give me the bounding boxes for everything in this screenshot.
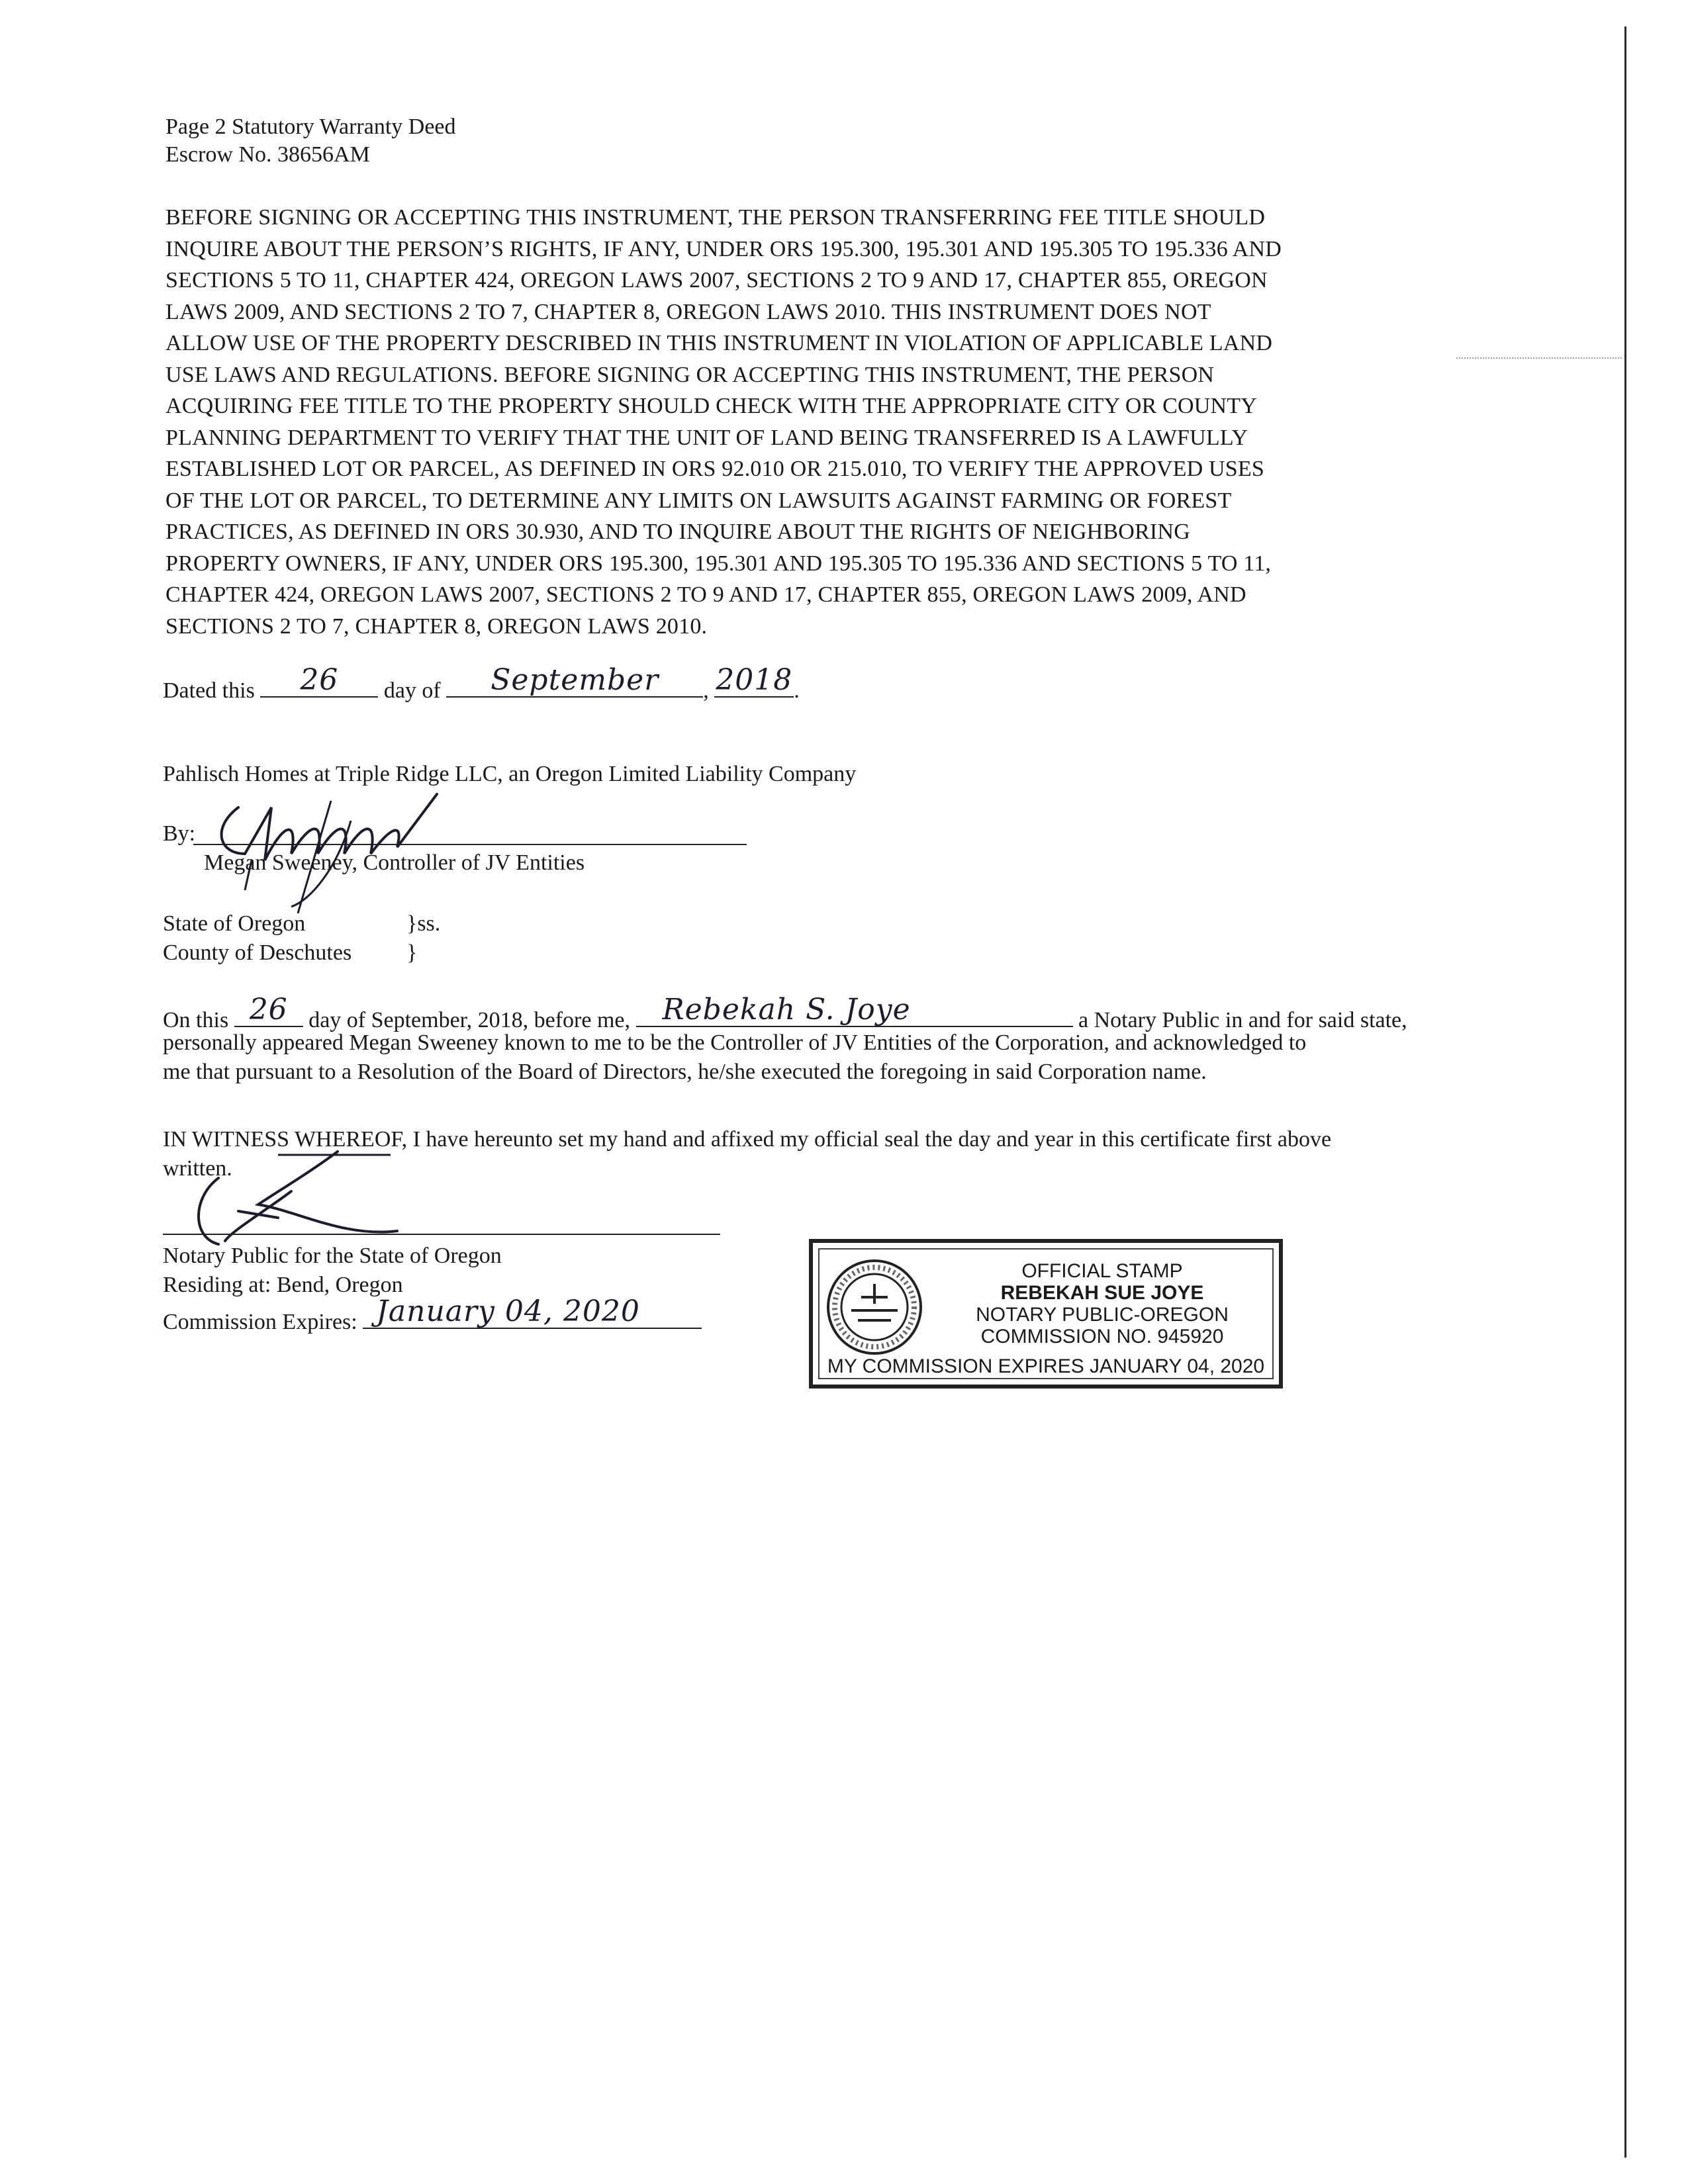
ack-day: 26 bbox=[249, 993, 288, 1026]
acknowledgment-line-2: personally appeared Megan Sweeney known to me to be the Controller of JV Entities of the Corporation, and acknowledged to bbox=[163, 1030, 1307, 1055]
signer-name: Megan Sweeney, Controller of JV Entities bbox=[204, 850, 585, 875]
stamp-line-5: MY COMMISSION EXPIRES JANUARY 04, 2020 bbox=[827, 1355, 1265, 1377]
stamp-line-4: COMMISSION NO. 945920 bbox=[980, 1326, 1224, 1347]
disclosure-line: PLANNING DEPARTMENT TO VERIFY THAT THE UNIT OF LAND BEING TRANSFERRED IS A LAWFULLY bbox=[165, 425, 1248, 450]
commission-date: January 04, 2020 bbox=[376, 1295, 640, 1328]
statutory-disclosure bbox=[165, 202, 1282, 642]
disclosure-line: USE LAWS AND REGULATIONS. BEFORE SIGNING OR ACCEPTING THIS INSTRUMENT, THE PERSON bbox=[165, 362, 1215, 387]
dated-day-blank bbox=[260, 663, 378, 698]
by-label: By: bbox=[163, 821, 196, 846]
scan-dotted-line bbox=[1456, 357, 1622, 359]
venue-county: County of Deschutes bbox=[163, 940, 352, 965]
ack-notary-blank bbox=[636, 993, 1073, 1027]
ack-part2: a Notary Public in and for said state, bbox=[1078, 1008, 1407, 1032]
ack-day-blank bbox=[234, 993, 303, 1027]
stamp-line-3: NOTARY PUBLIC-OREGON bbox=[976, 1304, 1229, 1326]
disclosure-line: OF THE LOT OR PARCEL, TO DETERMINE ANY LIMITS ON LAWSUITS AGAINST FARMING OR FOREST bbox=[165, 488, 1232, 513]
witness-line-2: written. bbox=[163, 1156, 232, 1181]
venue-ss: }ss. bbox=[406, 911, 441, 936]
dated-month-blank bbox=[446, 663, 703, 698]
dated-comma: , bbox=[703, 678, 709, 703]
grantor-company: Pahlisch Homes at Triple Ridge LLC, an Oregon Limited Liability Company bbox=[163, 762, 857, 786]
dated-month: September bbox=[491, 663, 659, 697]
commission-date-blank bbox=[363, 1295, 702, 1329]
commission-label: Commission Expires: bbox=[163, 1310, 357, 1334]
venue-state: State of Oregon bbox=[163, 911, 306, 936]
notary-residing: Residing at: Bend, Oregon bbox=[163, 1273, 403, 1297]
disclosure-line: LAWS 2009, AND SECTIONS 2 TO 7, CHAPTER 8, OREGON LAWS 2010. THIS INSTRUMENT DOES NOT bbox=[165, 299, 1211, 324]
disclosure-line: SECTIONS 5 TO 11, CHAPTER 424, OREGON LAWS 2007, SECTIONS 2 TO 9 AND 17, CHAPTER 855, OREGON bbox=[165, 268, 1268, 293]
disclosure-line: CHAPTER 424, OREGON LAWS 2007, SECTIONS 2 TO 9 AND 17, CHAPTER 855, OREGON LAWS 2009, AND bbox=[165, 582, 1246, 607]
dated-mid: day of bbox=[383, 678, 441, 703]
disclosure-line: BEFORE SIGNING OR ACCEPTING THIS INSTRUMENT, THE PERSON TRANSFERRING FEE TITLE SHOULD bbox=[165, 205, 1266, 230]
scan-edge-line bbox=[1624, 26, 1626, 2158]
ack-on-this: On this bbox=[163, 1008, 229, 1032]
dated-year-blank bbox=[714, 663, 794, 698]
dated-prefix: Dated this bbox=[163, 678, 255, 703]
venue-brace: } bbox=[406, 940, 418, 965]
ack-part1: day of September, 2018, before me, bbox=[308, 1008, 630, 1032]
oregon-state-seal-icon bbox=[825, 1257, 924, 1357]
witness-line-1: IN WITNESS WHEREOF, I have hereunto set my hand and affixed my official seal the day and year in this certificate first above bbox=[163, 1127, 1332, 1152]
disclosure-line: SECTIONS 2 TO 7, CHAPTER 8, OREGON LAWS 2010. bbox=[165, 614, 708, 639]
notary-signature bbox=[179, 1125, 457, 1251]
escrow-number: Escrow No. 38656AM bbox=[165, 142, 370, 167]
disclosure-line: ACQUIRING FEE TITLE TO THE PROPERTY SHOULD CHECK WITH THE APPROPRIATE CITY OR COUNTY bbox=[165, 394, 1258, 418]
stamp-line-1: OFFICIAL STAMP bbox=[1021, 1260, 1183, 1282]
disclosure-line: PRACTICES, AS DEFINED IN ORS 30.930, AND TO INQUIRE ABOUT THE RIGHTS OF NEIGHBORING bbox=[165, 520, 1190, 544]
disclosure-line: PROPERTY OWNERS, IF ANY, UNDER ORS 195.300, 195.301 AND 195.305 TO 195.336 AND SECTIONS 5 TO 11, bbox=[165, 551, 1272, 576]
stamp-text bbox=[932, 1260, 1272, 1347]
stamp-line-2: REBEKAH SUE JOYE bbox=[1000, 1282, 1204, 1304]
page-header-title: Page 2 Statutory Warranty Deed bbox=[165, 114, 456, 139]
ack-notary-name: Rebekah S. Joye bbox=[662, 993, 911, 1026]
notary-commission-line bbox=[163, 1295, 702, 1336]
notary-signature-line bbox=[163, 1234, 720, 1235]
dated-end: . bbox=[794, 678, 800, 703]
acknowledgment-line-3: me that pursuant to a Resolution of the Board of Directors, he/she executed the foregoing in said Corporation name. bbox=[163, 1060, 1207, 1084]
dated-line bbox=[163, 663, 800, 704]
notary-official-stamp bbox=[809, 1239, 1283, 1388]
dated-day: 26 bbox=[300, 663, 339, 697]
acknowledgment-line-1 bbox=[163, 993, 1407, 1034]
disclosure-line: INQUIRE ABOUT THE PERSON’S RIGHTS, IF ANY, UNDER ORS 195.300, 195.301 AND 195.305 TO 195.336 AND bbox=[165, 236, 1282, 261]
dated-year: 2018 bbox=[716, 663, 793, 697]
notary-title: Notary Public for the State of Oregon bbox=[163, 1244, 502, 1268]
disclosure-line: ALLOW USE OF THE PROPERTY DESCRIBED IN THIS INSTRUMENT IN VIOLATION OF APPLICABLE LAND bbox=[165, 331, 1273, 355]
disclosure-line: ESTABLISHED LOT OR PARCEL, AS DEFINED IN ORS 92.010 OR 215.010, TO VERIFY THE APPROVED USES bbox=[165, 457, 1264, 481]
